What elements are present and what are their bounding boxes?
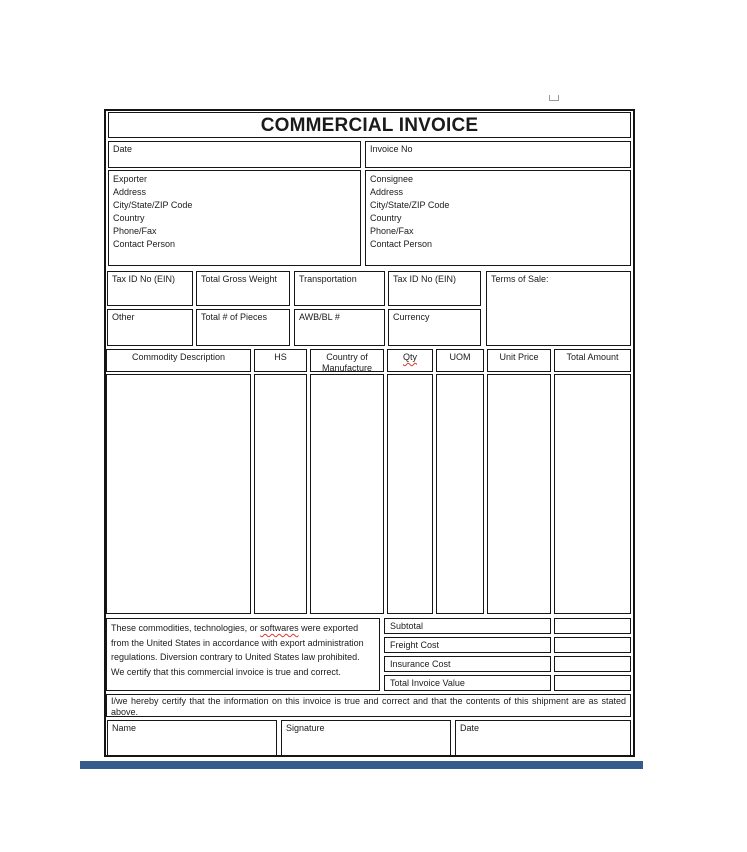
col-header-qty: Qty [387,349,433,372]
exporter-contact-label: Contact Person [113,238,176,249]
transportation-field[interactable] [294,271,385,306]
col-header-hs: HS [254,349,307,372]
col-header-country-of-manufacture: Country of Manufacture [310,349,384,372]
export-compliance-statement [106,618,380,691]
gross-weight-field[interactable] [196,271,290,306]
date-label: Date [113,144,133,154]
certification-statement: I/we hereby certify that the information on this invoice is true and correct and that the contents of this shipment are as stated above. [106,694,631,717]
total-invoice-value-field[interactable] [554,675,631,691]
exporter-city-label: City/State/ZIP Code [113,199,193,210]
freight-cost-label: Freight Cost [384,637,551,653]
awb-bl-field[interactable] [294,309,385,346]
consignee-address-label: Address [370,186,404,197]
col-header-commodity-description: Commodity Description [106,349,251,372]
signature-date-label: Date [460,723,480,733]
object-anchor-mark [549,95,559,101]
consignee-title: Consignee [370,174,414,184]
col-header-uom: UOM [436,349,484,372]
consignee-phone-label: Phone/Fax [370,225,414,236]
tax-id-field[interactable] [107,271,193,306]
items-hs-column[interactable] [254,374,307,614]
awb-bl-label: AWB/BL # [299,312,340,322]
consignee-section[interactable] [365,170,631,266]
bottom-accent-bar [80,761,643,769]
tax-id-label: Tax ID No (EIN) [112,274,176,284]
col-header-total-amount: Total Amount [554,349,631,372]
total-pieces-label: Total # of Pieces [201,312,268,322]
items-country-of-manufacture-column[interactable] [310,374,384,614]
date-field[interactable] [108,141,361,168]
other-label: Other [112,312,135,322]
signature-label: Signature [286,723,325,733]
other-field[interactable] [107,309,193,346]
subtotal-label: Subtotal [384,618,551,634]
export-statement-text-after: were exported from the United States in accordance with export administration regulations. Diversion contrary to United States law prohibited. We certify that this commercial invoice is true and correct. [111,623,364,677]
signature-date-field[interactable] [455,720,631,756]
invoice-no-field[interactable] [365,141,631,168]
export-statement-text-before: These commodities, technologies, or [111,623,261,633]
consignee-country-label: Country [370,212,402,223]
consignee-contact-label: Contact Person [370,238,433,249]
freight-cost-value-field[interactable] [554,637,631,653]
total-pieces-field[interactable] [196,309,290,346]
name-field[interactable] [107,720,277,756]
consignee-tax-id-field[interactable] [388,271,481,306]
exporter-address-label: Address [113,186,147,197]
exporter-section[interactable] [108,170,361,266]
items-commodity-description-column[interactable] [106,374,251,614]
insurance-cost-label: Insurance Cost [384,656,551,672]
invoice-title: COMMERCIAL INVOICE [108,112,631,138]
signature-field[interactable] [281,720,451,756]
insurance-cost-value-field[interactable] [554,656,631,672]
transportation-label: Transportation [299,274,357,284]
terms-of-sale-label: Terms of Sale: [491,274,549,284]
gross-weight-label: Total Gross Weight [201,274,277,284]
total-invoice-value-label: Total Invoice Value [384,675,551,691]
terms-of-sale-field[interactable] [486,271,631,346]
name-label: Name [112,723,137,733]
items-total-amount-column[interactable] [554,374,631,614]
export-statement-misspelled-word: softwares [260,623,299,633]
invoice-no-label: Invoice No [370,144,413,154]
items-unit-price-column[interactable] [487,374,551,614]
items-uom-column[interactable] [436,374,484,614]
consignee-tax-id-label: Tax ID No (EIN) [393,274,457,284]
items-qty-column[interactable] [387,374,433,614]
col-header-unit-price: Unit Price [487,349,551,372]
currency-label: Currency [393,312,430,322]
exporter-country-label: Country [113,212,145,223]
exporter-phone-label: Phone/Fax [113,225,157,236]
currency-field[interactable] [388,309,481,346]
consignee-city-label: City/State/ZIP Code [370,199,450,210]
exporter-title: Exporter [113,174,148,184]
subtotal-value-field[interactable] [554,618,631,634]
